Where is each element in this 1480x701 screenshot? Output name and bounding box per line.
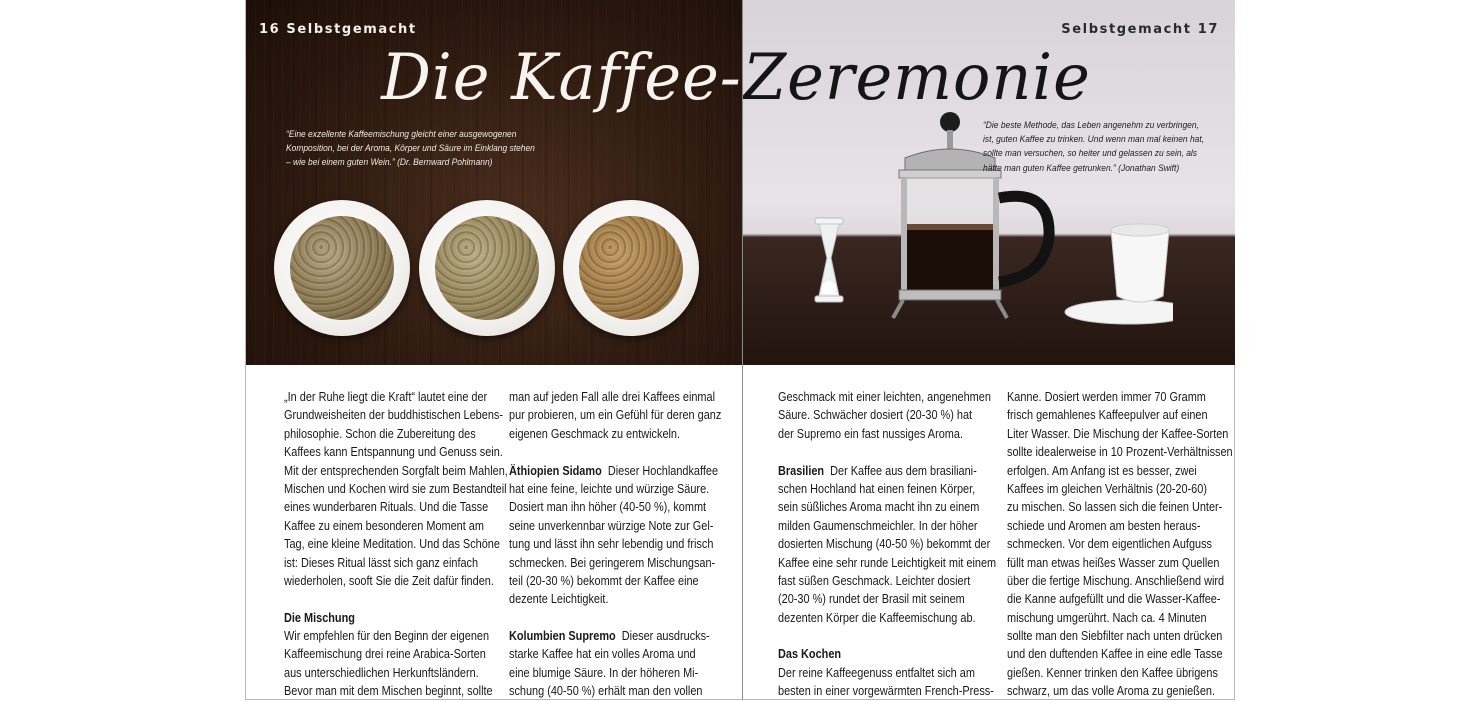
text-line: schen Hochland hat einen feinen Körper, — [778, 481, 976, 496]
text-line: dezenten Körper die Kaffeemischung ab. — [778, 610, 976, 625]
text-line: Kanne. Dosiert werden immer 70 Gramm — [1007, 390, 1206, 404]
text-line — [509, 462, 721, 480]
green-beans-3 — [579, 216, 683, 320]
coffee-beans-photo — [246, 0, 742, 365]
text-line: fast süßen Geschmack. Leichter dosiert — [778, 573, 971, 588]
green-beans-1 — [290, 216, 394, 320]
text-line — [778, 645, 996, 663]
green-beans-2 — [435, 216, 539, 320]
text-line: Kaffees kann Entspannung und Genuss sein. — [284, 445, 503, 460]
text-line: sollte idealerweise in 10 Prozent-Verhältnissen — [1007, 445, 1233, 460]
text-line — [778, 627, 996, 645]
page-title-part-1: Die Kaffee- — [381, 41, 742, 115]
text-line: frisch gemahlenes Kaffeepulver auf einen — [1007, 408, 1208, 423]
text-line: seine unverkennbar würzige Note zur Gel- — [509, 518, 714, 533]
text-line: Kaffee zu einem besonderen Moment am — [284, 518, 484, 533]
text-column-4 — [1007, 388, 1233, 701]
section-heading: Brasilien — [778, 463, 825, 478]
quote-right: “Die beste Methode, das Leben angenehm zu verbringen, ist, guten Kaffee zu trinken. Und wenn man mal keinen hat, sollte man versuchen, so heiter und gelassen zu sein, als hätte man guten Kaffee getrunken.” (Jonathan Swift) — [983, 120, 1205, 174]
text-line: Mit der entsprechenden Sorgfalt beim Mahlen, — [284, 463, 508, 478]
text-line: und den duftenden Kaffee in eine edle Tasse — [1007, 647, 1223, 662]
text-line: über die fertige Mischung. Anschließend wird — [1007, 573, 1225, 588]
text-line: ist: Dieses Ritual lässt sich ganz einfach — [284, 555, 479, 570]
text-line — [509, 627, 721, 645]
right-page — [742, 0, 1235, 700]
section-heading: Das Kochen — [778, 647, 842, 662]
text-column-2 — [509, 388, 721, 701]
coffee-cup-icon — [1065, 224, 1173, 324]
text-line — [284, 609, 508, 627]
text-line: Kaffee eine sehr runde Leichtigkeit mit einem — [778, 555, 997, 570]
text-line: zu mischen. So lassen sich die feinen Unter- — [1007, 500, 1223, 515]
text-line: wiederholen, sooft Sie die Zeit dafür finden. — [284, 573, 494, 588]
text-line: Dosiert man ihn höher (40-50 %), kommt — [509, 500, 707, 515]
text-line: der Supremo ein fast nussiges Aroma. — [778, 426, 963, 441]
section-heading: Die Mischung — [284, 610, 355, 625]
text-line: Kaffees im gleichen Verhältnis (20-20-60) — [1007, 481, 1207, 496]
text-line — [284, 590, 508, 608]
text-line: Kaffeemischung drei reine Arabica-Sorten — [284, 647, 486, 662]
text-line: die Kanne aufgefüllt und die Wasser-Kaffee- — [1007, 592, 1221, 607]
quote-left: “Eine exzellente Kaffeemischung gleicht einer ausgewogenen Komposition, bei der Aroma, Körper und Säure im Einklang stehen – wie bei einem guten Wein.” (Dr. Bernward Pohlmann) — [286, 129, 535, 169]
line-text: Dieser ausdrucks- — [621, 629, 710, 644]
text-line: aus unterschiedlichen Herkunftsländern. — [284, 665, 479, 680]
text-line: schmecken. Vor dem eigentlichen Aufguss — [1007, 537, 1213, 552]
text-column-3 — [778, 388, 996, 701]
bean-plate-1 — [274, 200, 410, 336]
text-line: dezente Leichtigkeit. — [509, 592, 609, 607]
text-line: schmecken. Bei geringerem Mischungsan- — [509, 555, 716, 570]
text-line: Liter Wasser. Die Mischung der Kaffee-Sorten — [1007, 426, 1229, 441]
text-line: starke Kaffee hat ein volles Aroma und — [509, 647, 696, 662]
text-line: Geschmack mit einer leichten, angenehmen — [778, 390, 991, 404]
text-line: mischung umgerührt. Nach ca. 4 Minuten — [1007, 610, 1207, 625]
text-line: Tag, eine kleine Meditation. Und das Schöne — [284, 537, 500, 552]
text-line: eigenen Geschmack zu entwickeln. — [509, 426, 681, 441]
text-line: pur probieren, um ein Gefühl für deren ganz — [509, 408, 722, 423]
text-column-1 — [284, 388, 508, 701]
text-line: dosierten Mischung (40-50 %) bekommt der — [778, 537, 991, 552]
text-line: besten in einer vorgewärmten French-Press- — [778, 684, 994, 699]
running-head-left: 16 Selbstgemacht — [259, 22, 417, 37]
line-text: Dieser Hochlandkaffee — [607, 463, 719, 478]
text-line: Säure. Schwächer dosiert (20-30 %) hat — [778, 408, 973, 423]
section-heading: Äthiopien Sidamo — [509, 463, 602, 478]
text-line: man auf jeden Fall alle drei Kaffees einmal — [509, 390, 716, 404]
text-line: erfolgen. Am Anfang ist es besser, zwei — [1007, 463, 1197, 478]
text-line: füllt man etwas heißes Wasser zum Quellen — [1007, 555, 1220, 570]
text-line: Bevor man mit dem Mischen beginnt, sollte — [284, 684, 493, 699]
french-press-photo — [743, 0, 1235, 365]
bean-plate-3 — [563, 200, 699, 336]
text-line: milden Gaumenschmeichler. In der höher — [778, 518, 978, 533]
bean-plate-2 — [419, 200, 555, 336]
text-line: eines wunderbaren Rituals. Und die Tasse — [284, 500, 489, 515]
section-heading: Kolumbien Supremo — [509, 629, 616, 644]
text-line: hat eine feine, leichte und würzige Säure. — [509, 481, 710, 496]
text-line: Mischen und Kochen wird sie zum Bestandteil — [284, 481, 507, 496]
text-line: schung (40-50 %) erhält man den vollen — [509, 684, 703, 699]
text-line: gießen. Kenner trinken den Kaffee übrigens — [1007, 665, 1218, 680]
text-line — [509, 609, 721, 627]
text-line — [778, 462, 996, 480]
text-line: Der reine Kaffeegenuss entfaltet sich am — [778, 665, 975, 680]
text-line — [778, 443, 996, 461]
line-text: Der Kaffee aus dem brasiliani- — [830, 463, 977, 478]
text-line — [509, 443, 721, 461]
running-head-right: Selbstgemacht 17 — [1061, 22, 1219, 37]
text-line: schiede und Aromen am besten heraus- — [1007, 518, 1201, 533]
page-title-part-2: Zeremonie — [743, 41, 1091, 115]
text-line: philosophie. Schon die Zubereitung des — [284, 426, 476, 441]
left-page — [245, 0, 742, 700]
text-line: Grundweisheiten der buddhistischen Lebens- — [284, 408, 503, 423]
text-line: tung und lässt ihn sehr lebendig und frisch — [509, 537, 714, 552]
hourglass-icon — [815, 218, 843, 302]
text-line: eine blumige Säure. In der höheren Mi- — [509, 665, 699, 680]
text-line: sollte man den Siebfilter nach unten drücken — [1007, 629, 1223, 644]
text-line: (20-30 %) rundet der Brasil mit seinem — [778, 592, 965, 607]
text-line: Wir empfehlen für den Beginn der eigenen — [284, 629, 490, 644]
text-line: teil (20-30 %) bekommt der Kaffee eine — [509, 573, 699, 588]
text-line: „In der Ruhe liegt die Kraft“ lautet eine der — [284, 390, 488, 404]
text-line: schwarz, um das volle Aroma zu genießen. — [1007, 684, 1216, 699]
text-line: sein süßliches Aroma macht ihn zu einem — [778, 500, 980, 515]
